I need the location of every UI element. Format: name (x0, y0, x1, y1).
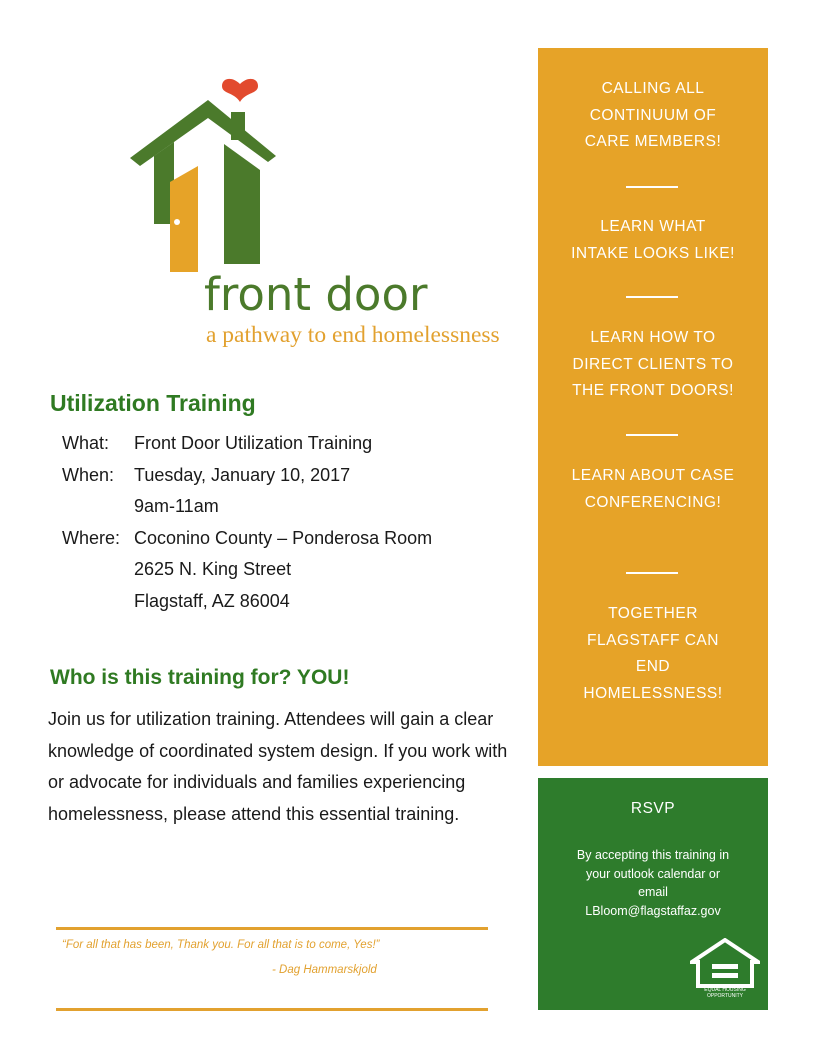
sidebar-panel (538, 48, 768, 766)
brand-name: front door (204, 268, 428, 321)
rsvp-email-link[interactable]: LBloom@flagstaffaz.gov (585, 903, 721, 918)
sidebar-item-intake: LEARN WHAT INTAKE LOOKS LIKE! (571, 218, 735, 262)
sidebar-item-case: LEARN ABOUT CASE CONFERENCING! (571, 467, 735, 511)
heart-icon (222, 79, 258, 102)
equal-housing-opportunity-icon: EQUAL HOUSING OPPORTUNITY (690, 938, 760, 1000)
training-details (62, 428, 432, 617)
what-row (62, 428, 432, 460)
sidebar-divider (626, 296, 678, 298)
rsvp-instructions: By accepting this training in your outlook calendar or email LBloom@flagstaffaz.gov (538, 846, 768, 920)
quote-bottom-rule (56, 1008, 488, 1011)
sidebar-item-direct: LEARN HOW TO DIRECT CLIENTS TO THE FRONT DOORS! (572, 329, 734, 399)
quote-author: - Dag Hammarskjold (272, 964, 377, 976)
what-label: What: (62, 433, 110, 453)
where-label: Where: (62, 527, 121, 548)
audience-body: Join us for utilization training. Attendees will gain a clear knowledge of coordinated system design. If you work with or advocate for individuals and families experiencing homelessness, please attend this essential training. (48, 709, 508, 824)
what-value: Front Door Utilization Training (134, 433, 373, 453)
when-label: When: (62, 464, 115, 485)
front-door-logo (128, 72, 528, 362)
where-value-line2: 2625 N. King Street (134, 559, 292, 579)
sidebar-divider (626, 572, 678, 574)
sidebar-item-calling: CALLING ALL CONTINUUM OF CARE MEMBERS! (584, 80, 722, 150)
audience-title: Who is this training for? YOU! (50, 666, 350, 689)
sidebar-divider (626, 186, 678, 188)
quote-text: “For all that has been, Thank you. For all that is to come, Yes!” (62, 939, 380, 951)
sidebar-divider (626, 434, 678, 436)
sidebar-item-together: TOGETHER FLAGSTAFF CAN END HOMELESSNESS! (583, 605, 723, 702)
rsvp-title: RSVP (630, 800, 676, 817)
quote-top-rule (56, 927, 488, 930)
training-title: Utilization Training (50, 390, 256, 416)
brand-tagline: a pathway to end homelessness (206, 322, 500, 348)
where-value-line1: Coconino County – Ponderosa Room (134, 527, 433, 548)
rsvp-panel (538, 778, 768, 1010)
house-icon (128, 72, 528, 272)
when-row (62, 460, 432, 492)
time-value: 9am-11am (134, 496, 219, 516)
where-row (62, 523, 432, 555)
where-value-line3: Flagstaff, AZ 86004 (134, 590, 290, 611)
when-value: Tuesday, January 10, 2017 (134, 464, 351, 485)
